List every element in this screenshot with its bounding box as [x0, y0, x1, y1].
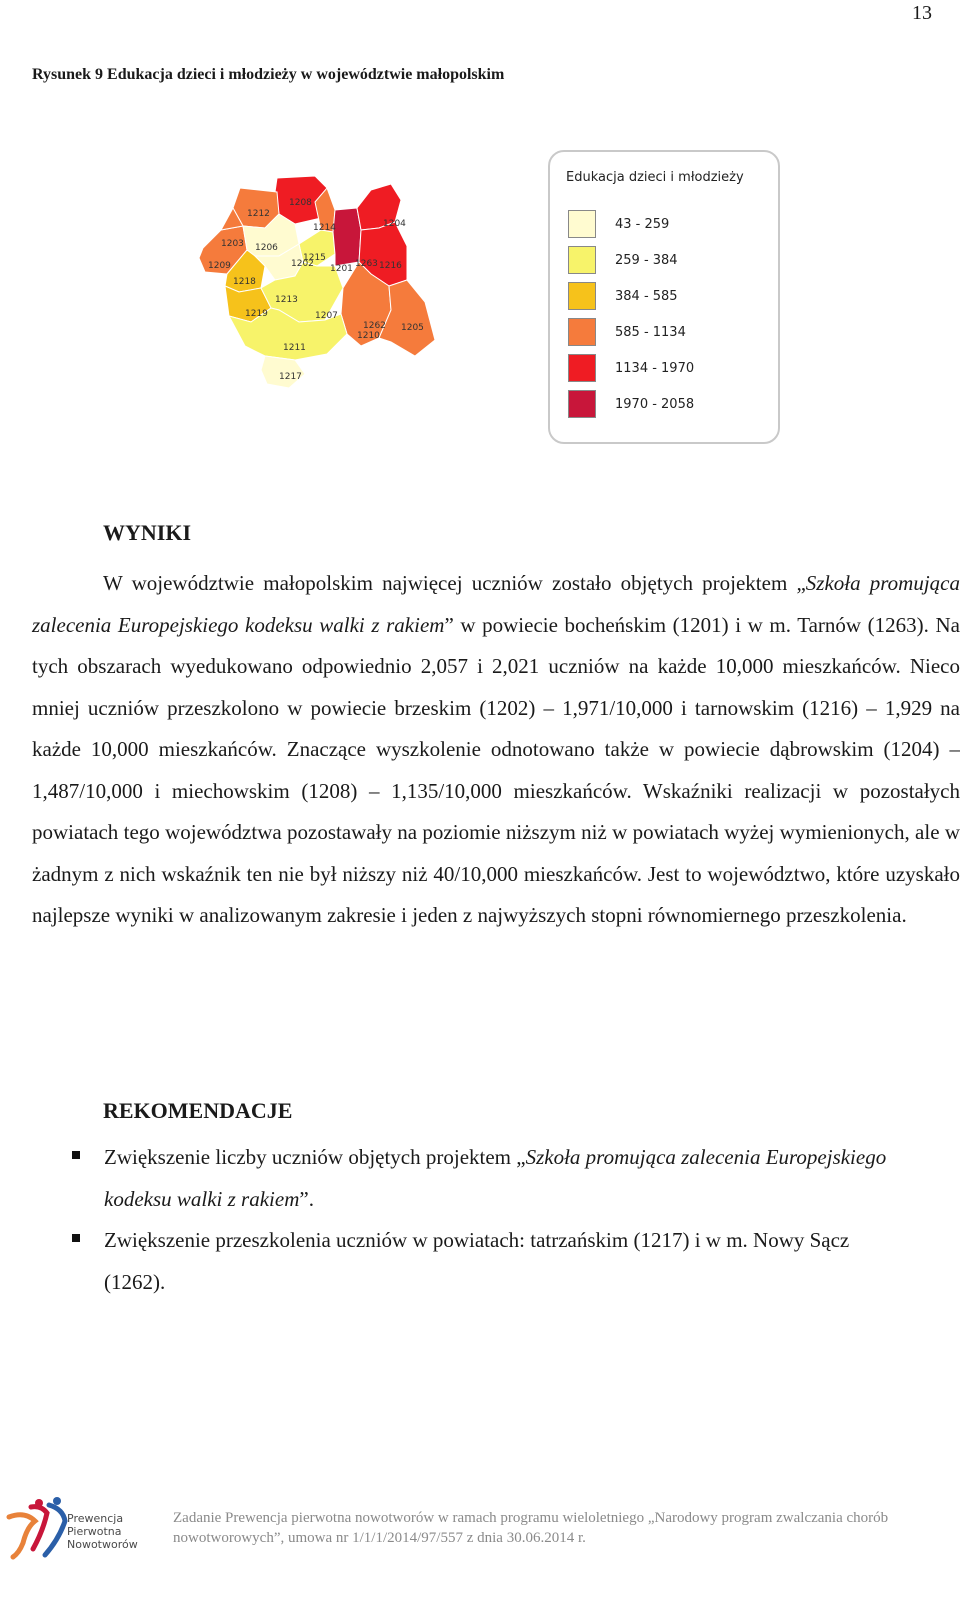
recommendation-text: Zwiększenie przeszkolenia uczniów w powiatach: tatrzańskim (1217) i w m. Nowy Sącz (1262). — [104, 1228, 850, 1294]
district-label: 1207 — [315, 311, 338, 321]
recommendation-item — [72, 1220, 892, 1303]
results-heading: WYNIKI — [103, 520, 192, 545]
recommendation-item — [72, 1137, 892, 1220]
legend-item — [568, 210, 669, 238]
legend-title: Edukacja dzieci i młodzieży — [566, 170, 744, 185]
district-label: 1211 — [283, 343, 306, 353]
ppn-logo-icon — [5, 1497, 69, 1561]
district-label: 1215 — [303, 253, 326, 263]
legend-label: 1134 - 1970 — [615, 360, 695, 376]
legend-item — [568, 246, 678, 274]
logo-text: Pierwotna — [67, 1525, 122, 1538]
district-1201 — [333, 208, 361, 266]
district-label: 1213 — [275, 295, 298, 305]
legend-swatch — [568, 390, 596, 418]
project-title: Szkoła promująca zalecenia Europejskiego kodeksu walki z rakiem — [104, 1145, 887, 1211]
paragraph-text: W województwie małopolskim najwięcej uczniów zostało objętych projektem „ — [103, 571, 806, 595]
district-label: 1263 — [355, 259, 378, 269]
page-number: 13 — [912, 2, 932, 24]
legend-item — [568, 282, 678, 310]
legend-label: 43 - 259 — [615, 216, 670, 232]
district-map — [195, 170, 450, 390]
district-label: 1209 — [208, 261, 231, 271]
district-label: 1219 — [245, 309, 268, 319]
map-legend — [548, 150, 780, 444]
legend-label: 585 - 1134 — [615, 324, 686, 340]
legend-swatch — [568, 246, 596, 274]
recommendation-text: Zwiększenie liczby uczniów objętych projektem „ — [104, 1145, 526, 1169]
legend-swatch — [568, 282, 596, 310]
figure-caption: Rysunek 9 Edukacja dzieci i młodzieży w województwie małopolskim — [32, 66, 505, 83]
logo-text: Nowotworów — [67, 1538, 138, 1551]
recommendation-text: ”. — [299, 1186, 314, 1211]
district-label: 1212 — [247, 209, 270, 219]
district-label: 1202 — [291, 259, 314, 269]
district-label: 1218 — [233, 277, 256, 287]
district-label: 1217 — [279, 372, 302, 382]
legend-label: 384 - 585 — [615, 288, 678, 304]
district-label: 1210 — [357, 331, 380, 341]
legend-swatch — [568, 210, 596, 238]
legend-item — [568, 318, 686, 346]
results-paragraph — [32, 563, 960, 937]
project-title: Szkoła promująca zalecenia Europejskiego kodeksu walki z rakiem — [32, 571, 960, 637]
district-label: 1216 — [379, 261, 402, 271]
legend-item — [568, 354, 694, 382]
bullet-icon — [72, 1151, 80, 1159]
district-label: 1262 — [363, 321, 386, 331]
district-label: 1208 — [289, 198, 312, 208]
legend-swatch — [568, 354, 596, 382]
district-label: 1206 — [255, 243, 278, 253]
district-label: 1204 — [383, 219, 406, 229]
legend-item — [568, 390, 694, 418]
legend-swatch — [568, 318, 596, 346]
district-label: 1201 — [330, 264, 353, 274]
district-label: 1203 — [221, 239, 244, 249]
district-label: 1214 — [313, 223, 336, 233]
legend-label: 259 - 384 — [615, 252, 678, 268]
bullet-icon — [72, 1234, 80, 1242]
legend-label: 1970 - 2058 — [615, 396, 695, 412]
footer-text: Zadanie Prewencja pierwotna nowotworów w ramach programu wieloletniego „Narodowy program zwalczania chorób nowotworowych”, umowa nr 1/1/1/2014/97/557 z dnia 30.06.2014 r. — [173, 1510, 889, 1546]
district-label: 1205 — [401, 323, 424, 333]
paragraph-text: ” w powiecie bocheńskim (1201) i w m. Tarnów (1263). Na tych obszarach wyedukowano odpowiednio 2,057 i 2,021 uczniów na każde 10,000 mieszkańców. Nieco mniej uczniów przeszkolono w powiecie brzeskim (1202) – 1,971/10,000 i tarnowskim (1216) – 1,929 na każde 10,000 mieszkańców. Znaczące wyszkolenie odnotowano także w powiecie dąbrowskim (1204) – 1,487/10,000 i miechowskim (1208) – 1,135/10,000 mieszkańców. Wskaźniki realizacji w pozostałych powiatach tego województwa pozostawały na poziomie niższym niż w powiatach wyżej wymienionych, ale w żadnym z nich wskaźnik ten nie był niższy niż 40/10,000 mieszkańców. Jest to województwo, które uzyskało najlepsze wyniki w analizowanym zakresie i jeden z najwyższych stopni równomiernego przeszkolenia. — [32, 612, 960, 927]
recommendations-heading: REKOMENDACJE — [103, 1098, 293, 1123]
logo-text: Prewencja — [67, 1512, 124, 1525]
